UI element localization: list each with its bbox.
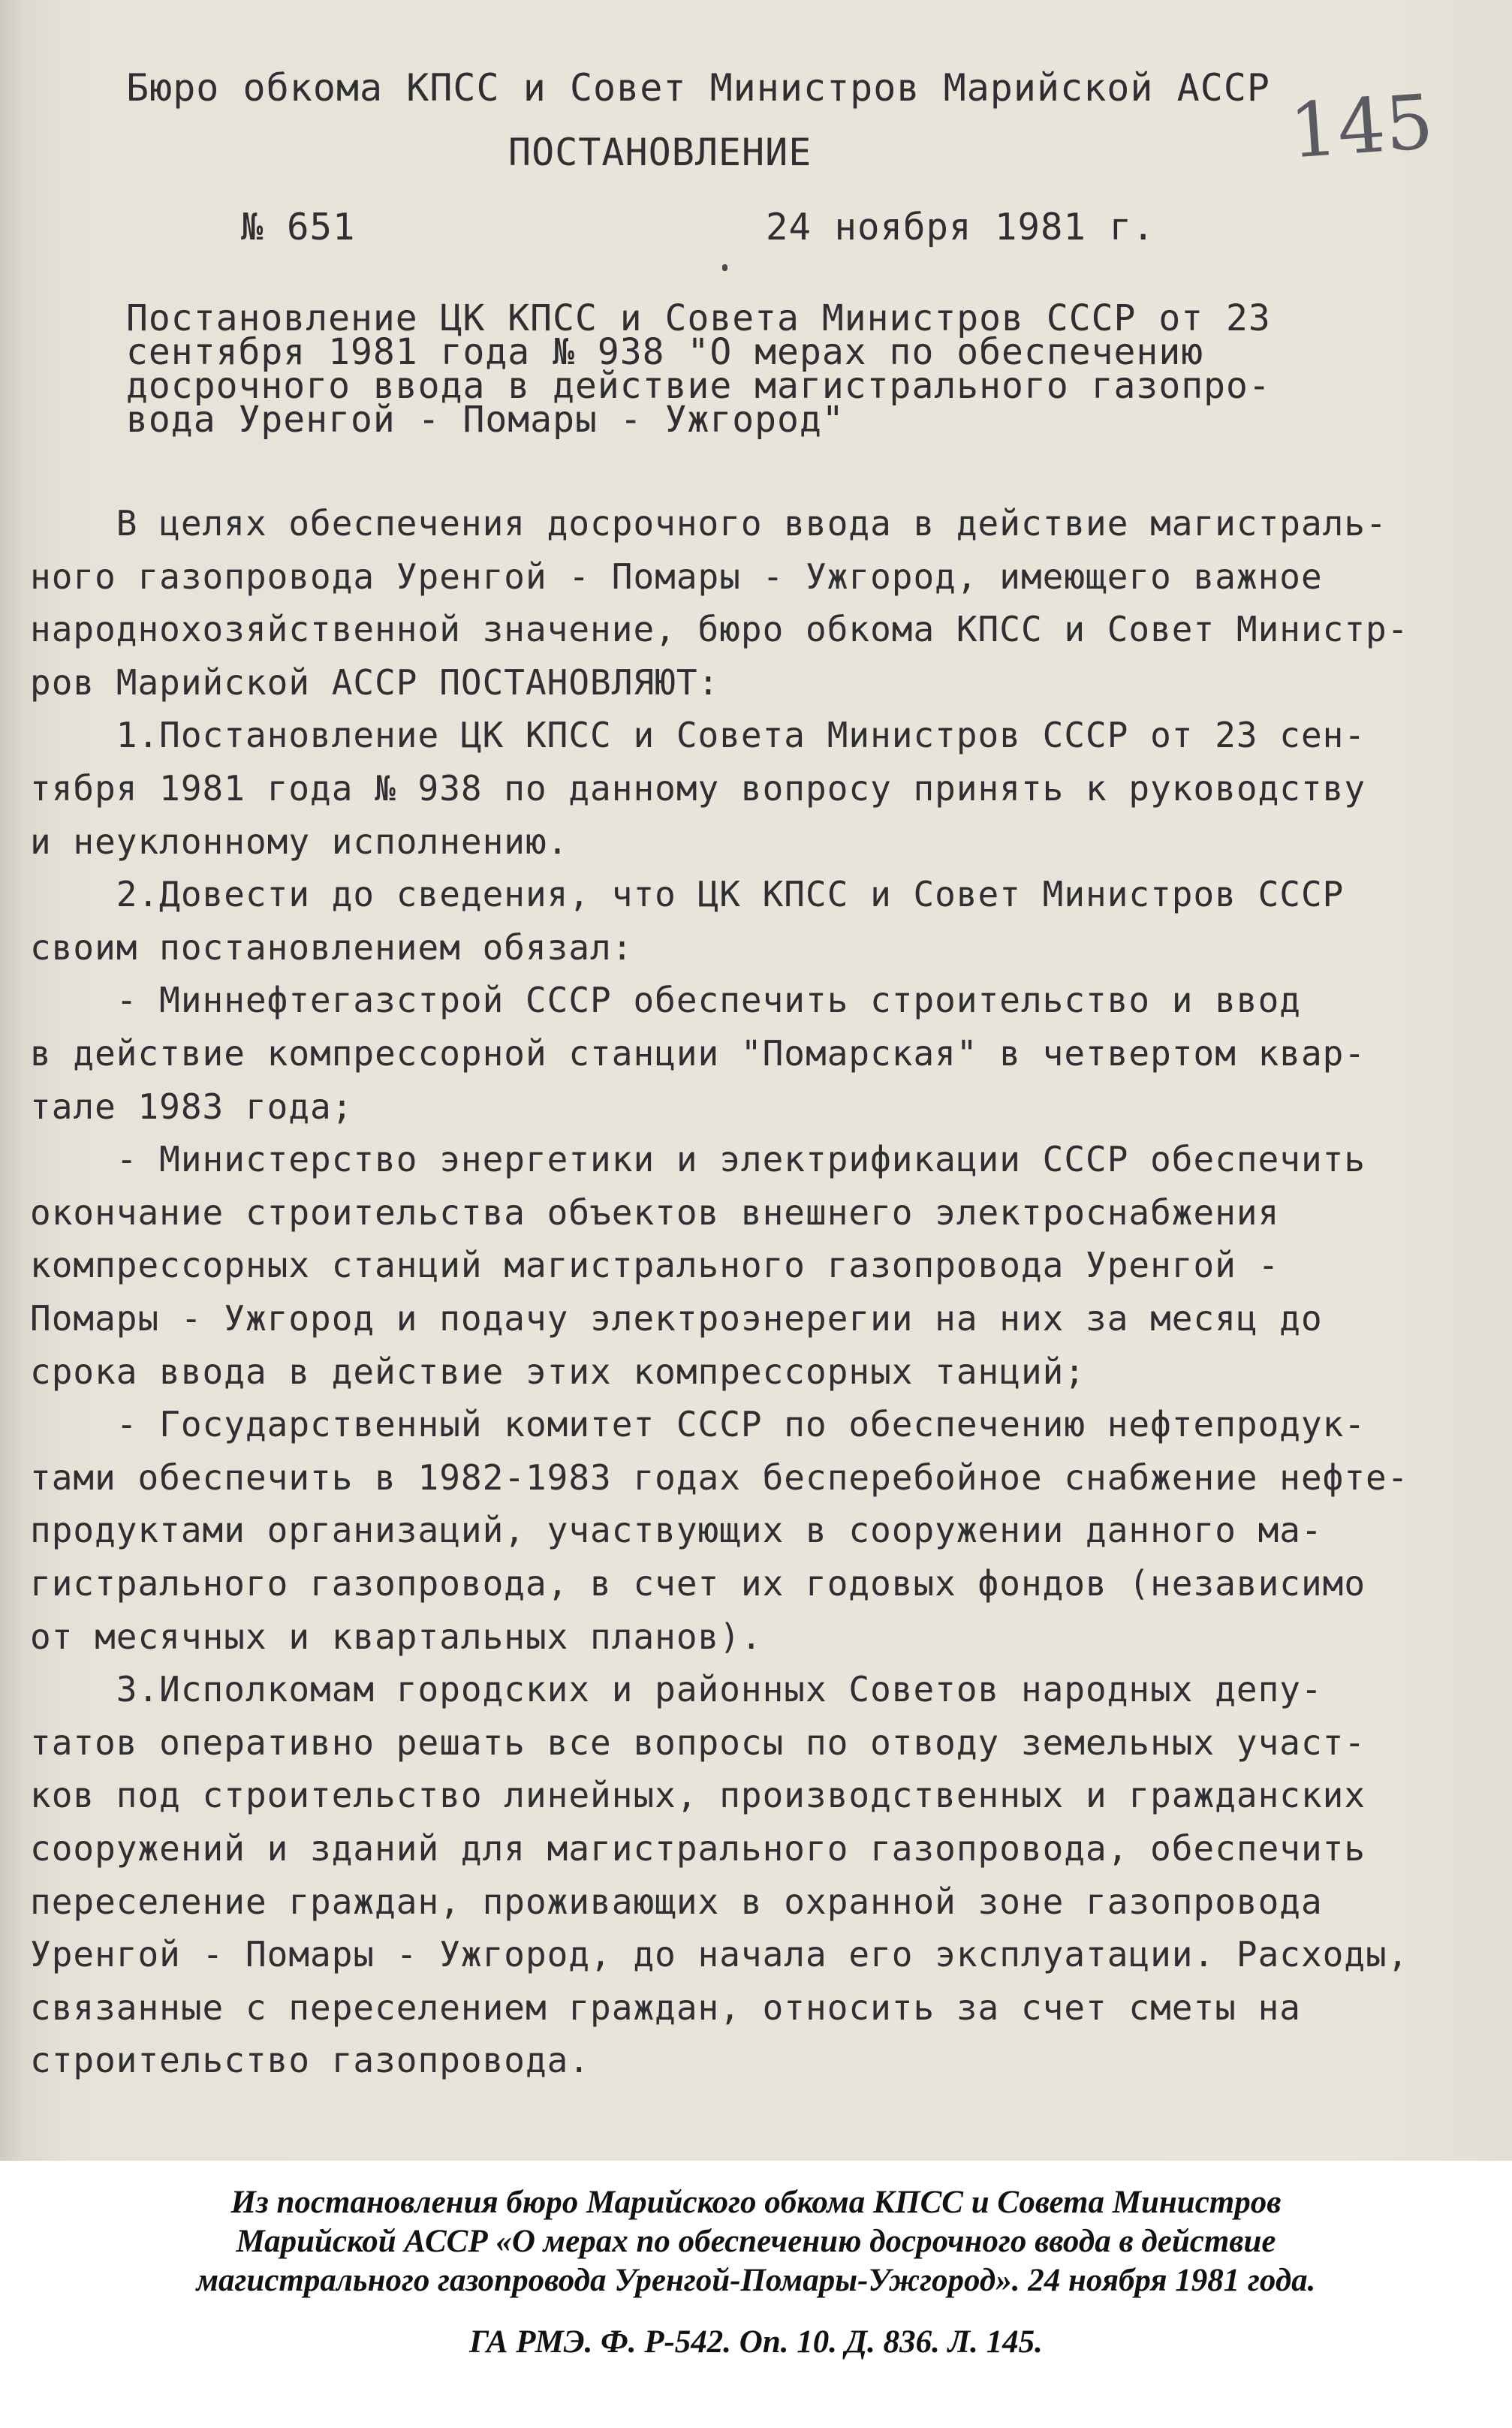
body-line: ков под строительство линейных, производственных и гражданских [30, 1775, 1366, 1816]
body-line: компрессорных станций магистрального газопровода Уренгой - [30, 1245, 1280, 1286]
body-line: и неуклонному исполнению. [30, 821, 569, 862]
body-line: 2.Довести до сведения, что ЦК КПСС и Совет Министров СССР [30, 874, 1345, 915]
ink-dot [722, 264, 727, 271]
caption-line-2: Марийской АССР «О мерах по обеспечению досрочного ввода в действие [236, 2224, 1276, 2259]
body-line: тами обеспечить в 1982-1983 годах бесперебойное снабжение нефте- [30, 1456, 1409, 1498]
subject-line: досрочного ввода в действие магистрального газопро- [126, 365, 1271, 407]
body-line: - Миннефтегазстрой СССР обеспечить строительство и ввод [30, 980, 1301, 1021]
body-line: окончание строительства объектов внешнего электроснабжения [30, 1191, 1280, 1233]
body-line: от месячных и квартальных планов). [30, 1616, 763, 1657]
body-line: Помары - Ужгород и подачу электроэнерегии на них за месяц до [30, 1298, 1323, 1339]
document-header: Бюро обкома КПСС и Совет Министров Марийской АССР [126, 66, 1271, 110]
document-date: 24 ноября 1981 г. [766, 206, 1155, 249]
body-line: тале 1983 года; [30, 1086, 354, 1127]
caption-line-1: Из постановления бюро Марийского обкома КПСС и Совета Министров [230, 2185, 1282, 2220]
document-title: ПОСТАНОВЛЕНИЕ [508, 131, 812, 174]
document-number: № 651 [241, 206, 356, 249]
body-line: Уренгой - Помары - Ужгород, до начала его эксплуатации. Расходы, [30, 1934, 1409, 1975]
body-line: - Государственный комитет СССР по обеспечению нефтепродук- [30, 1404, 1366, 1445]
body-line: В целях обеспечения досрочного ввода в действие магистраль- [30, 503, 1387, 544]
body-line: 3.Исполкомам городских и районных Советов народных депу- [30, 1669, 1323, 1710]
body-line: в действие компрессорной станции "Помарская" в четвертом квар- [30, 1033, 1366, 1074]
body-line: народнохозяйственной значение, бюро обкома КПСС и Совет Министр- [30, 609, 1409, 650]
body-line: 1.Постановление ЦК КПСС и Совета Министров СССР от 23 сен- [30, 715, 1366, 756]
body-line: связанные с переселением граждан, относить за счет сметы на [30, 1987, 1301, 2028]
subject-line: сентября 1981 года № 938 "О мерах по обеспечению [126, 331, 1204, 373]
body-line: гистрального газопровода, в счет их годовых фондов (независимо [30, 1563, 1366, 1604]
body-line: своим постановлением обязал: [30, 926, 634, 968]
body-line: - Министерство энергетики и электрификации СССР обеспечить [30, 1139, 1366, 1180]
body-line: переселение граждан, проживающих в охранной зоне газопровода [30, 1881, 1323, 1922]
caption-line-3: магистрального газопровода Уренгой-Помары-Ужгород». 24 ноября 1981 года. [196, 2263, 1316, 2298]
body-line: ного газопровода Уренгой - Помары - Ужгород, имеющего важное [30, 556, 1323, 597]
body-line: тября 1981 года № 938 по данному вопросу принять к руководству [30, 768, 1366, 809]
body-line: продуктами организаций, участвующих в сооружении данного ма- [30, 1510, 1323, 1551]
subject-line: вода Уренгой - Помары - Ужгород" [126, 399, 845, 441]
body-line: татов оперативно решать все вопросы по отводу земельных участ- [30, 1722, 1366, 1763]
body-line: ров Марийской АССР ПОСТАНОВЛЯЮТ: [30, 661, 720, 703]
subject-line: Постановление ЦК КПСС и Совета Министров СССР от 23 [126, 297, 1271, 339]
body-line: сооружений и зданий для магистрального газопровода, обеспечить [30, 1828, 1366, 1869]
archive-sheet-number: 145 [1287, 77, 1436, 176]
body-line: строительство газопровода. [30, 2040, 591, 2081]
archive-source: ГА РМЭ. Ф. Р-542. Оп. 10. Д. 836. Л. 145. [469, 2324, 1043, 2360]
body-line: срока ввода в действие этих компрессорных танций; [30, 1351, 1086, 1392]
